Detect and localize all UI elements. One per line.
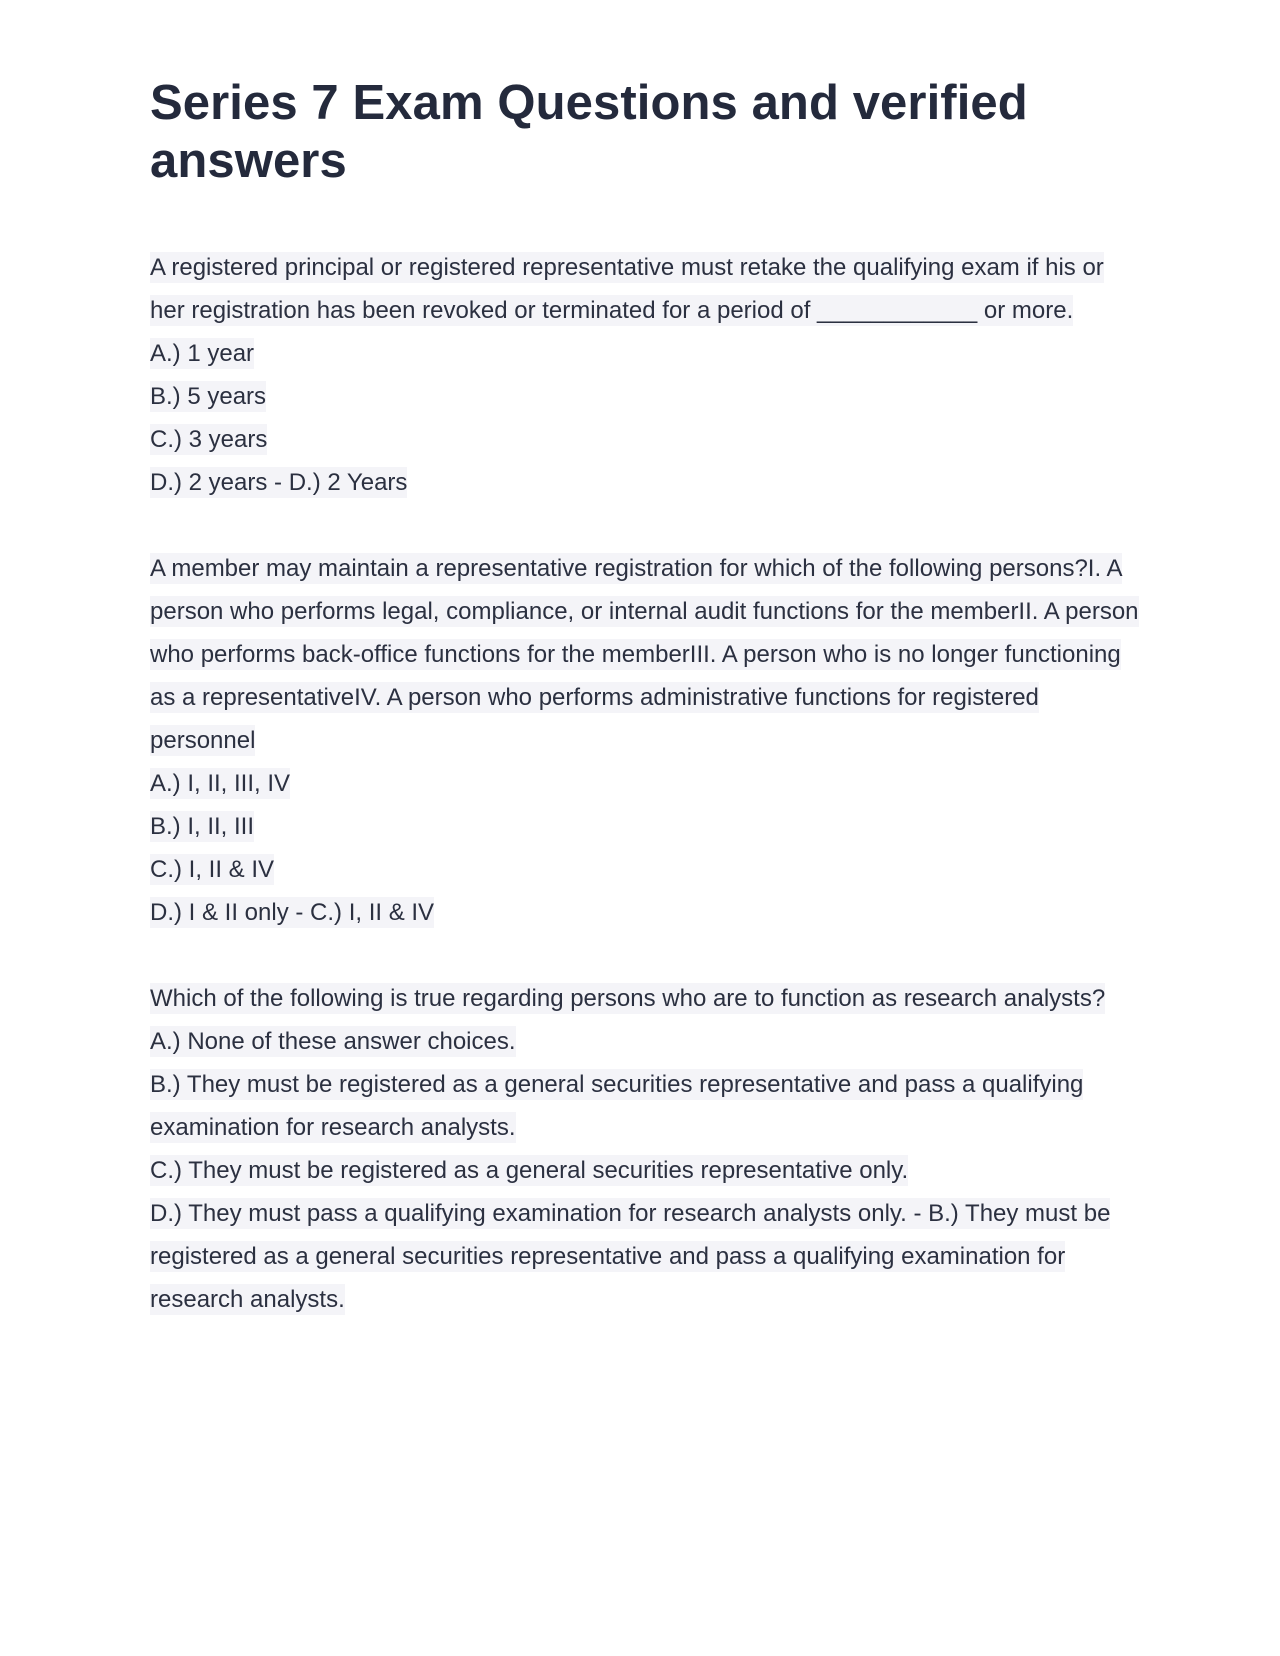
option-c: C.) 3 years: [150, 426, 268, 453]
document-title: Series 7 Exam Questions and verified answers: [150, 76, 1028, 188]
option-c: C.) I, II & IV: [150, 856, 275, 883]
option-c: C.) They must be registered as a general securities representative only.: [150, 1157, 909, 1184]
option-d-answer: D.) 2 years - D.) 2 Years: [150, 469, 408, 496]
qa-item-3: [150, 977, 1140, 1321]
document-page: [150, 74, 1140, 1364]
qa-item-1: [150, 246, 1140, 504]
option-a: A.) 1 year: [150, 340, 255, 367]
option-d-answer: D.) I & II only - C.) I, II & IV: [150, 899, 435, 926]
option-d-answer: D.) They must pass a qualifying examination for research analysts only. - B.) They must be registered as a general securities representative and pass a qualifying examination for research analysts.: [150, 1200, 1111, 1313]
option-b: B.) They must be registered as a general securities representative and pass a qualifying examination for research analysts.: [150, 1071, 1084, 1141]
option-a: A.) None of these answer choices.: [150, 1028, 516, 1055]
question-text: Which of the following is true regarding persons who are to function as research analysts?: [150, 985, 1106, 1012]
qa-list: [150, 246, 1140, 1321]
option-a: A.) I, II, III, IV: [150, 770, 291, 797]
question-text: A registered principal or registered representative must retake the qualifying exam if his or her registration has been revoked or terminated for a period of ____________ or more.: [150, 254, 1104, 324]
qa-item-2: [150, 547, 1140, 934]
question-text: A member may maintain a representative registration for which of the following persons?I. A person who performs legal, compliance, or internal audit functions for the memberII. A person who performs back-office functions for the memberIII. A person who is no longer functioning as a representativeIV. A person who performs administrative functions for registered personnel: [150, 555, 1139, 754]
option-b: B.) 5 years: [150, 383, 267, 410]
option-b: B.) I, II, III: [150, 813, 255, 840]
